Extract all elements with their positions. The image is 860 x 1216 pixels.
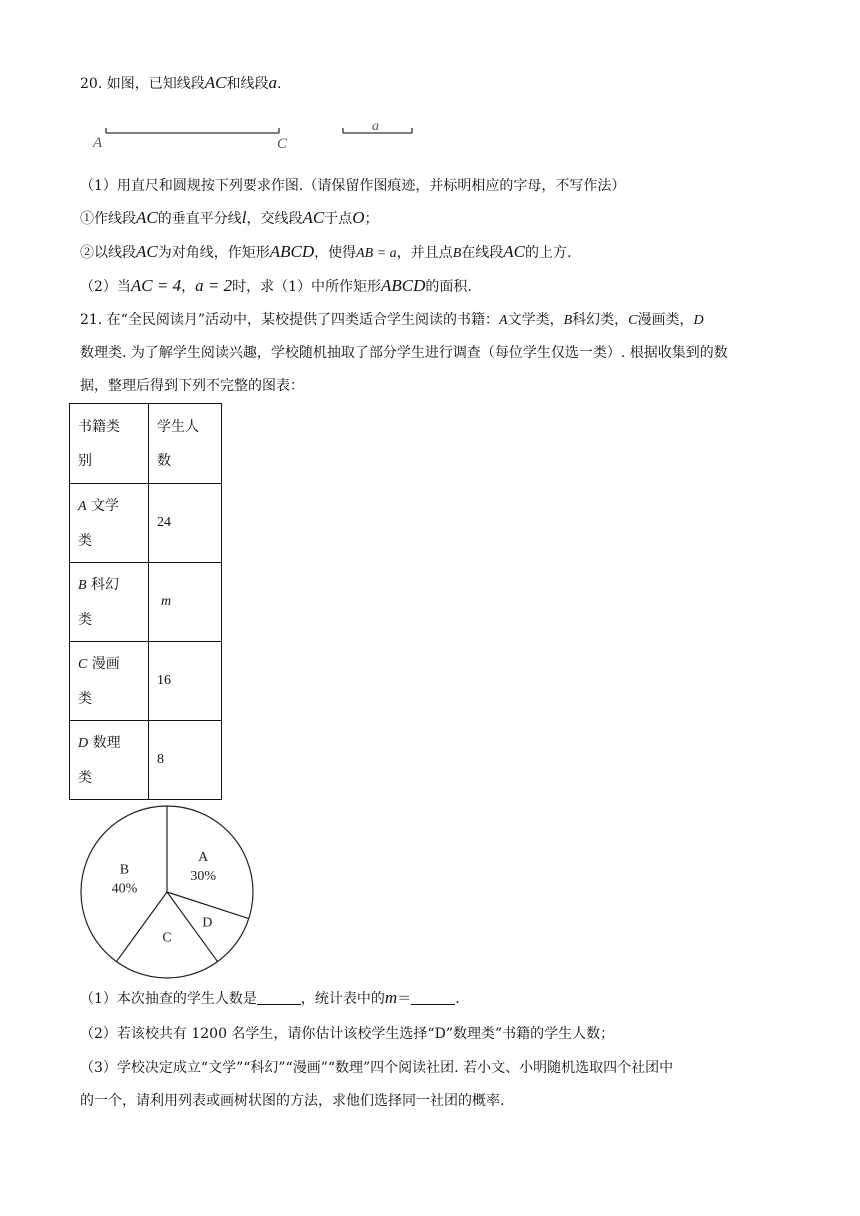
math-l: l — [241, 208, 247, 227]
category-b: B — [563, 313, 573, 328]
q21-intro-line2: 数理类. 为了解学生阅读兴趣，学校随机抽取了部分学生进行调查（每位学生仅选一类）. 根据收集到的数 — [80, 345, 728, 361]
q20-part1: （1）用直尺和圆规按下列要求作图.（请保留作图痕迹，并标明相应的字母，不写作法） — [80, 178, 626, 194]
text: 的上方. — [524, 245, 572, 261]
question-number: 20. — [80, 76, 103, 92]
math-ac-eq: AC = 4 — [130, 276, 182, 295]
math-a: a — [268, 73, 277, 92]
math-abcd: ABCD — [381, 276, 426, 295]
table-cell-category — [70, 484, 149, 563]
text: 的面积. — [425, 279, 472, 295]
text: ，并且点 — [396, 245, 453, 261]
table-cell-category — [70, 721, 149, 800]
category-letter: D — [78, 735, 89, 751]
text: 在线段 — [461, 245, 504, 261]
stats-table — [69, 403, 222, 800]
text: ，统计表中的 — [300, 991, 385, 1007]
point-c-label: C — [277, 136, 288, 152]
text: ②以线段 — [80, 245, 136, 261]
table-header-cell — [70, 404, 149, 484]
text: ，交线段 — [246, 211, 303, 227]
text: 在“全民阅读月”活动中，某校提供了四类适合学生阅读的书籍： — [106, 312, 500, 328]
text: 科幻类， — [572, 312, 629, 328]
segment-ac — [106, 128, 279, 133]
q20-intro — [80, 73, 281, 94]
table-cell-category — [70, 642, 149, 721]
table-cell-count: 16 — [149, 642, 222, 721]
text: . — [276, 76, 282, 92]
q20-step2 — [80, 242, 571, 264]
category-name: 类 — [78, 690, 92, 707]
pie-label-d: D — [202, 915, 213, 931]
segment-figure — [86, 116, 426, 156]
text: ，使得 — [314, 245, 357, 261]
table-row — [70, 484, 222, 563]
header-line: 数 — [157, 452, 171, 469]
header-line: 别 — [78, 452, 92, 469]
table-row — [70, 721, 222, 800]
category-name: 类 — [78, 611, 92, 628]
text: 为对角线，作矩形 — [157, 245, 270, 261]
point-a-label: A — [93, 135, 103, 151]
category-name: 漫画 — [91, 655, 120, 672]
category-c: C — [628, 313, 638, 328]
q20-step1 — [80, 208, 378, 229]
category-letter: A — [78, 498, 87, 514]
category-letter: B — [78, 577, 87, 593]
text: ； — [364, 211, 379, 227]
category-name: 文学 — [91, 497, 120, 514]
q21-part2: （2）若该校共有 1200 名学生，请你估计该校学生选择“D”数理类”书籍的学生人数； — [80, 1026, 615, 1042]
math-a-eq: a = 2 — [195, 276, 233, 295]
math-ab-eq-a: AB = a — [356, 246, 397, 261]
text: （2）当 — [80, 279, 131, 295]
table-row — [70, 563, 222, 642]
segment-a-label: a — [372, 119, 379, 134]
q21-intro-line1 — [80, 310, 704, 331]
text: 的垂直平分线 — [157, 211, 242, 227]
text: ＝ — [397, 991, 412, 1007]
pie-label-a: 30% — [190, 869, 217, 885]
header-line: 书籍类 — [78, 418, 120, 435]
math-ac: AC — [136, 242, 158, 261]
category-name: 科幻 — [91, 576, 120, 593]
math-ac: AC — [503, 242, 525, 261]
pie-label-a: A — [198, 850, 209, 866]
text: 漫画类， — [637, 312, 694, 328]
pie-label-c: C — [162, 930, 172, 946]
math-b: B — [452, 246, 462, 261]
category-name: 类 — [78, 532, 92, 549]
table-cell-count: 8 — [149, 721, 222, 800]
pie-chart — [76, 801, 258, 983]
q21-intro-line3: 据，整理后得到下列不完整的图表： — [80, 378, 304, 394]
math-ac: AC — [204, 73, 227, 92]
q21-part3-line1: （3）学校决定成立“文学”“科幻”“漫画”“数理”四个阅读社团. 若小文、小明随机选取四个社团中 — [80, 1060, 674, 1076]
pie-label-b: B — [119, 862, 130, 878]
table-cell-count: m — [149, 563, 222, 642]
math-ac: AC — [136, 208, 158, 227]
table-cell-count: 24 — [149, 484, 222, 563]
text: . — [455, 991, 460, 1007]
q20-part2 — [80, 276, 472, 297]
table-row — [70, 642, 222, 721]
table-header-row — [70, 404, 222, 484]
text: （1）本次抽查的学生人数是 — [80, 991, 257, 1007]
math-o: O — [352, 208, 365, 227]
category-name: 数理 — [92, 734, 121, 751]
table-cell-category — [70, 563, 149, 642]
question-number: 21. — [80, 312, 103, 328]
pie-label-b: 40% — [111, 881, 138, 897]
text: 时，求（1）中所作矩形 — [232, 279, 382, 295]
category-d: D — [693, 313, 704, 328]
text: 于点 — [324, 211, 353, 227]
category-name: 类 — [78, 769, 92, 786]
text: ， — [181, 279, 196, 295]
category-letter: C — [78, 656, 88, 672]
text: 文学类， — [507, 312, 564, 328]
answer-blank[interactable] — [257, 990, 301, 1005]
q21-part1 — [80, 988, 460, 1009]
table-header-cell — [149, 404, 222, 484]
q21-part3-line2: 的一个，请利用列表或画树状图的方法，求他们选择同一社团的概率. — [80, 1093, 505, 1109]
text: ①作线段 — [80, 211, 136, 227]
text: 如图，已知线段 — [106, 76, 205, 92]
math-ac: AC — [302, 208, 325, 227]
math-abcd: ABCD — [269, 242, 315, 261]
answer-blank[interactable] — [411, 990, 455, 1005]
category-a: A — [499, 313, 508, 328]
text: 和线段 — [226, 76, 269, 92]
header-line: 学生人 — [157, 418, 199, 435]
math-m: m — [384, 988, 398, 1007]
